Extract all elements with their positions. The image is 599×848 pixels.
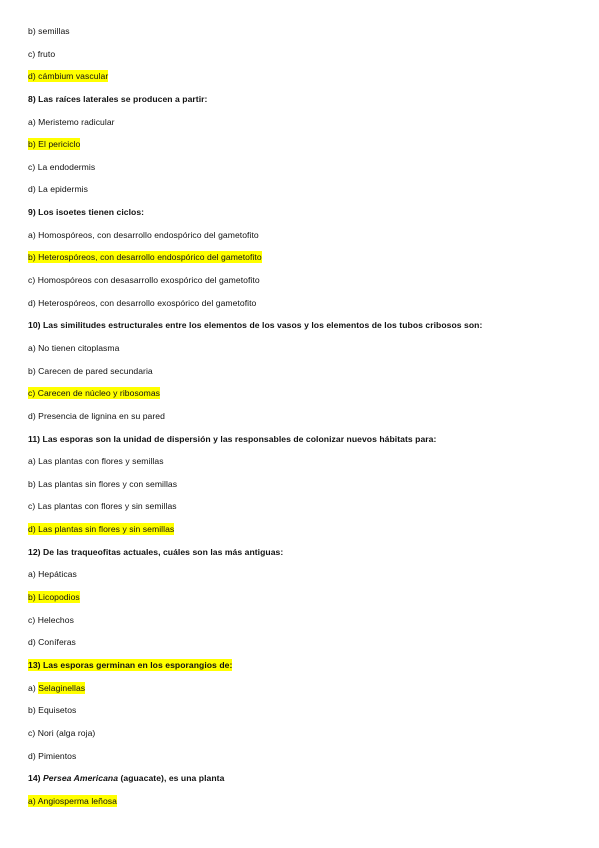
text-segment: d) La epidermis bbox=[28, 184, 88, 195]
text-segment: b) Carecen de pared secundaria bbox=[28, 365, 153, 376]
answer-line bbox=[28, 65, 588, 88]
highlighted-text: Selaginellas bbox=[38, 682, 86, 693]
text-segment: 8) Las raíces laterales se producen a partir: bbox=[28, 93, 208, 104]
answer-line bbox=[28, 246, 588, 269]
answer-line bbox=[28, 292, 588, 315]
text-segment: d) Heterospóreos, con desarrollo exospórico del gametofito bbox=[28, 297, 257, 308]
answer-line bbox=[28, 382, 588, 405]
highlighted-text: a) Angiosperma leñosa bbox=[28, 795, 117, 806]
text-segment: a) Meristemo radicular bbox=[28, 116, 115, 127]
answer-line bbox=[28, 518, 588, 541]
answer-line bbox=[28, 586, 588, 609]
text-segment: 14) bbox=[28, 773, 44, 784]
answer-line bbox=[28, 790, 588, 813]
text-segment: b) semillas bbox=[28, 26, 70, 36]
question-line bbox=[28, 767, 588, 790]
text-segment: d) Pimientos bbox=[28, 750, 77, 761]
question-line bbox=[28, 654, 588, 677]
answer-line bbox=[28, 111, 588, 134]
answer-line bbox=[28, 699, 588, 722]
text-segment: a) bbox=[28, 682, 39, 693]
answer-line bbox=[28, 360, 588, 383]
text-segment: Persea Americana bbox=[43, 773, 119, 784]
question-line bbox=[28, 541, 588, 564]
question-line bbox=[28, 88, 588, 111]
text-segment: a) No tienen citoplasma bbox=[28, 342, 120, 353]
text-segment: 9) Los isoetes tienen ciclos: bbox=[28, 207, 145, 218]
text-segment: c) fruto bbox=[28, 48, 56, 59]
text-segment: b) Las plantas sin flores y con semillas bbox=[28, 478, 178, 489]
text-segment: a) Las plantas con flores y semillas bbox=[28, 456, 164, 467]
highlighted-text: 13) Las esporas germinan en los esporangios de: bbox=[28, 659, 233, 670]
text-segment: (aguacate), es una planta bbox=[118, 773, 225, 784]
answer-line bbox=[28, 178, 588, 201]
highlighted-text: d) cámbium vascular bbox=[28, 71, 109, 82]
answer-line bbox=[28, 269, 588, 292]
answer-line bbox=[28, 745, 588, 768]
highlighted-text: c) Carecen de núcleo y ribosomas bbox=[28, 388, 160, 399]
answer-line bbox=[28, 20, 588, 43]
text-segment: c) Las plantas con flores y sin semillas bbox=[28, 501, 177, 512]
question-line bbox=[28, 201, 588, 224]
highlighted-text: b) Heterospóreos, con desarrollo endospórico del gametofito bbox=[28, 252, 262, 263]
answer-line bbox=[28, 405, 588, 428]
text-segment: b) Equisetos bbox=[28, 705, 77, 716]
answer-line bbox=[28, 609, 588, 632]
text-segment: a) Homospóreos, con desarrollo endospórico del gametofito bbox=[28, 229, 259, 240]
question-line bbox=[28, 428, 588, 451]
question-line bbox=[28, 314, 588, 337]
text-segment: a) Hepáticas bbox=[28, 569, 77, 580]
answer-line bbox=[28, 450, 588, 473]
answer-line bbox=[28, 677, 588, 700]
answer-line bbox=[28, 224, 588, 247]
highlighted-text: b) El periciclo bbox=[28, 139, 81, 150]
answer-line bbox=[28, 495, 588, 518]
document-body bbox=[28, 20, 588, 812]
text-segment: d) Presencia de lignina en su pared bbox=[28, 410, 165, 421]
text-segment: c) Nori (alga roja) bbox=[28, 727, 96, 738]
text-segment: 10) Las similitudes estructurales entre los elementos de los vasos y los elementos de los tubos cribosos son: bbox=[28, 320, 483, 331]
answer-line bbox=[28, 631, 588, 654]
text-segment: 12) De las traqueofitas actuales, cuáles son las más antiguas: bbox=[28, 546, 284, 557]
highlighted-text: d) Las plantas sin flores y sin semillas bbox=[28, 524, 175, 535]
answer-line bbox=[28, 156, 588, 179]
highlighted-text: b) Licopodios bbox=[28, 592, 80, 603]
answer-line bbox=[28, 337, 588, 360]
text-segment: 11) Las esporas son la unidad de dispersión y las responsables de colonizar nuevos hábitats para: bbox=[28, 433, 437, 444]
answer-line bbox=[28, 563, 588, 586]
text-segment: c) La endodermis bbox=[28, 161, 96, 172]
text-segment: d) Coníferas bbox=[28, 637, 76, 648]
text-segment: c) Helechos bbox=[28, 614, 74, 625]
answer-line bbox=[28, 133, 588, 156]
answer-line bbox=[28, 722, 588, 745]
text-segment: c) Homospóreos con desasarrollo exospórico del gametofito bbox=[28, 275, 260, 286]
answer-line bbox=[28, 473, 588, 496]
answer-line bbox=[28, 43, 588, 66]
